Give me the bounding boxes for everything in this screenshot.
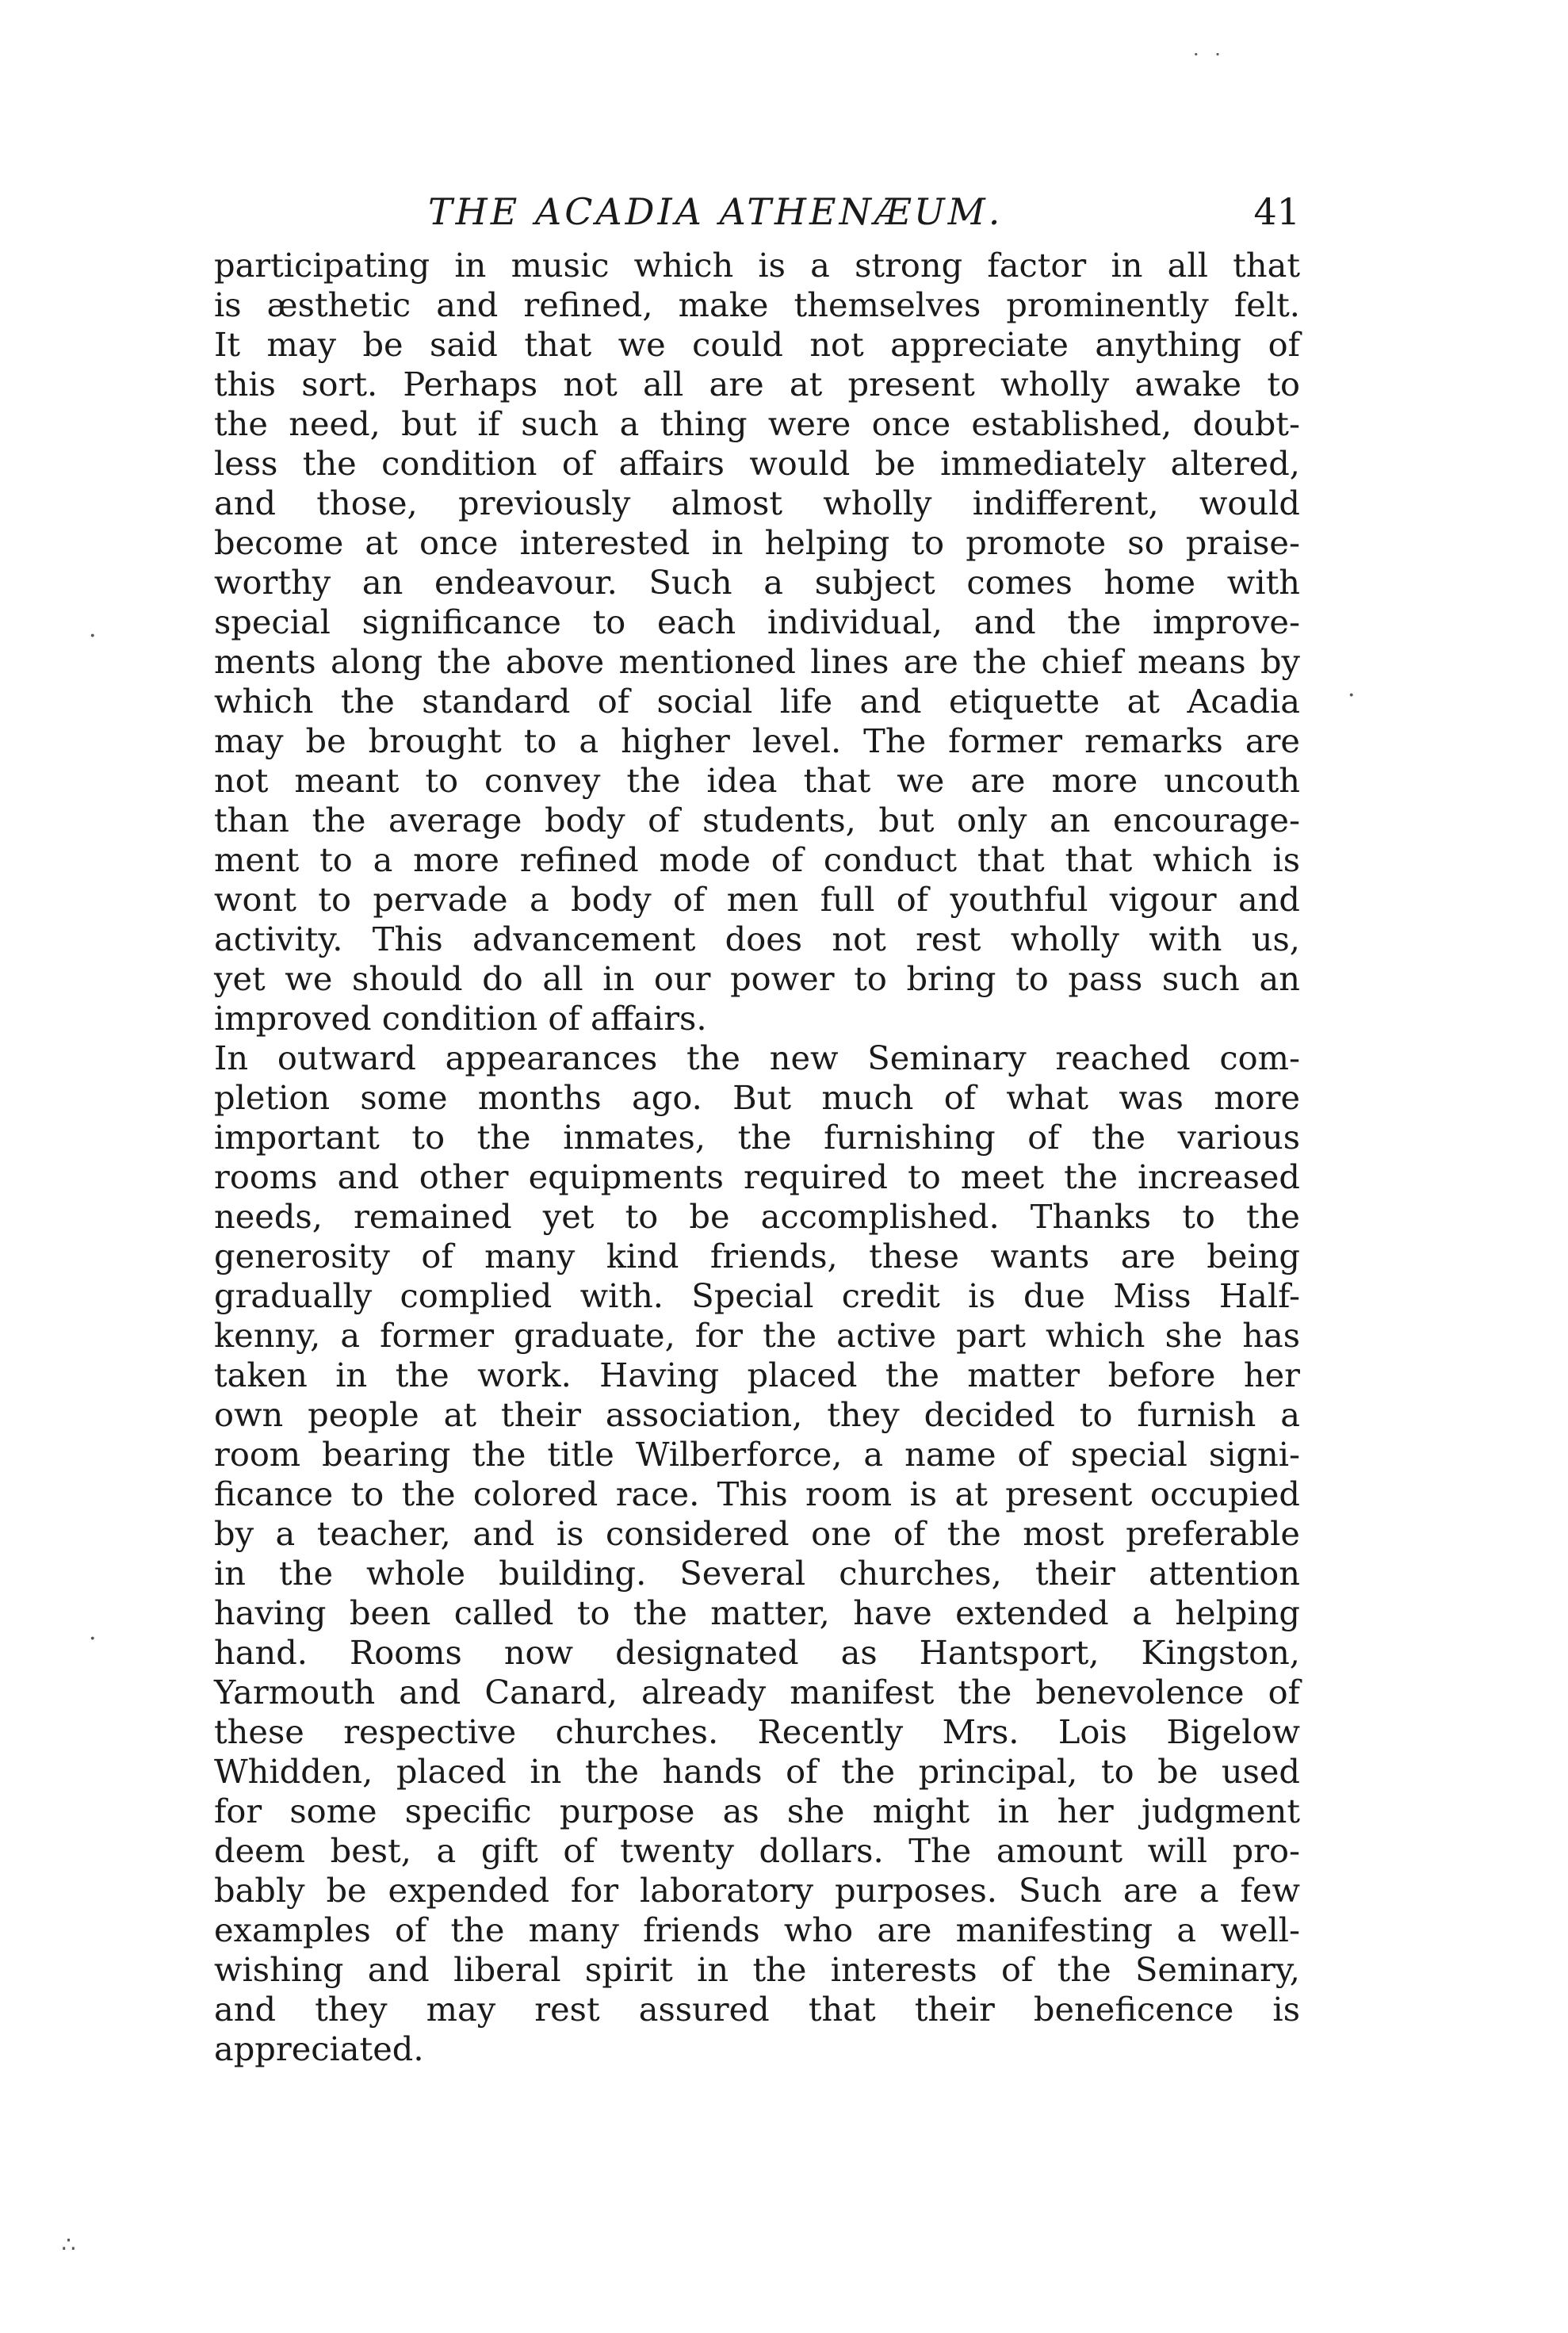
margin-speck-top: · ·: [1193, 44, 1226, 66]
text-line: Yarmouth and Canard, already manifest the benevolence of: [214, 1673, 1300, 1712]
text-line: pletion some months ago. But much of what was more: [214, 1078, 1300, 1117]
text-line: special significance to each individual, and the improve-: [214, 602, 1300, 641]
page-number: 41: [1253, 190, 1300, 233]
text-line: own people at their association, they decided to furnish a: [214, 1395, 1300, 1434]
text-line: hand. Rooms now designated as Hantsport, Kingston,: [214, 1633, 1300, 1672]
text-line: improved condition of affairs.: [214, 999, 707, 1038]
text-line: yet we should do all in our power to bring to pass such an: [214, 959, 1300, 998]
text-line: kenny, a former graduate, for the active part which she has: [214, 1316, 1300, 1355]
text-line: ficance to the colored race. This room is at present occupied: [214, 1474, 1300, 1513]
paragraph-1: [214, 246, 1300, 1038]
text-line: which the standard of social life and etiquette at Acadia: [214, 682, 1300, 721]
text-line: worthy an endeavour. Such a subject comes home with: [214, 563, 1300, 602]
text-line: It may be said that we could not appreciate anything of: [214, 325, 1300, 364]
text-line: taken in the work. Having placed the matter before her: [214, 1356, 1300, 1394]
text-line: wont to pervade a body of men full of youthful vigour and: [214, 880, 1300, 919]
journal-title: THE ACADIA ATHENÆUM.: [428, 190, 1004, 233]
text-line: this sort. Perhaps not all are at present wholly awake to: [214, 365, 1300, 403]
text-line: in the whole building. Several churches, their attention: [214, 1554, 1300, 1593]
text-line: become at once interested in helping to promote so praise-: [214, 523, 1300, 562]
text-line: by a teacher, and is considered one of the most preferable: [214, 1514, 1300, 1553]
text-line: is æsthetic and refined, make themselves prominently felt.: [214, 285, 1300, 324]
text-line: having been called to the matter, have extended a helping: [214, 1593, 1300, 1632]
text-line: needs, remained yet to be accomplished. Thanks to the: [214, 1197, 1300, 1236]
text-line: and those, previously almost wholly indifferent, would: [214, 484, 1300, 522]
text-line: ment to a more refined mode of conduct that that which is: [214, 840, 1300, 879]
text-line: less the condition of affairs would be immediately altered,: [214, 444, 1300, 483]
running-head: [214, 190, 1300, 246]
text-line: deem best, a gift of twenty dollars. The amount will pro-: [214, 1831, 1300, 1870]
text-line: and they may rest assured that their beneficence is: [214, 1990, 1300, 2029]
text-line: may be brought to a higher level. The former remarks are: [214, 721, 1300, 760]
margin-speck-right: ·: [1348, 682, 1356, 709]
text-line: important to the inmates, the furnishing of the various: [214, 1118, 1300, 1157]
text-line: than the average body of students, but only an encourage-: [214, 801, 1300, 839]
page: [214, 190, 1300, 2069]
text-line: for some specific purpose as she might in her judgment: [214, 1792, 1300, 1830]
text-line: participating in music which is a strong factor in all that: [214, 246, 1300, 285]
text-line: Whidden, placed in the hands of the principal, to be used: [214, 1752, 1300, 1791]
text-line: bably be expended for laboratory purposes. Such are a few: [214, 1871, 1300, 1910]
paragraph-2: [214, 1038, 1300, 2069]
text-line: examples of the many friends who are manifesting a well-: [214, 1910, 1300, 1949]
text-line: gradually complied with. Special credit is due Miss Half-: [214, 1276, 1300, 1315]
text-line: the need, but if such a thing were once established, doubt-: [214, 404, 1300, 443]
text-line: activity. This advancement does not rest wholly with us,: [214, 920, 1300, 958]
text-line: generosity of many kind friends, these wants are being: [214, 1237, 1300, 1276]
text-line: these respective churches. Recently Mrs. Lois Bigelow: [214, 1712, 1300, 1751]
text-line: ments along the above mentioned lines are the chief means by: [214, 642, 1300, 681]
margin-speck-left: ·: [89, 622, 97, 650]
margin-speck-left-lower: ·: [89, 1625, 97, 1653]
text-line: appreciated.: [214, 2029, 424, 2068]
text-line: wishing and liberal spirit in the interests of the Seminary,: [214, 1950, 1300, 1989]
text-line: room bearing the title Wilberforce, a name of special signi-: [214, 1435, 1300, 1474]
text-line: In outward appearances the new Seminary reached com-: [214, 1038, 1300, 1077]
text-line: rooms and other equipments required to meet the increased: [214, 1157, 1300, 1196]
margin-specks-bottom: ∴: [55, 2232, 82, 2255]
text-line: not meant to convey the idea that we are more uncouth: [214, 761, 1300, 800]
